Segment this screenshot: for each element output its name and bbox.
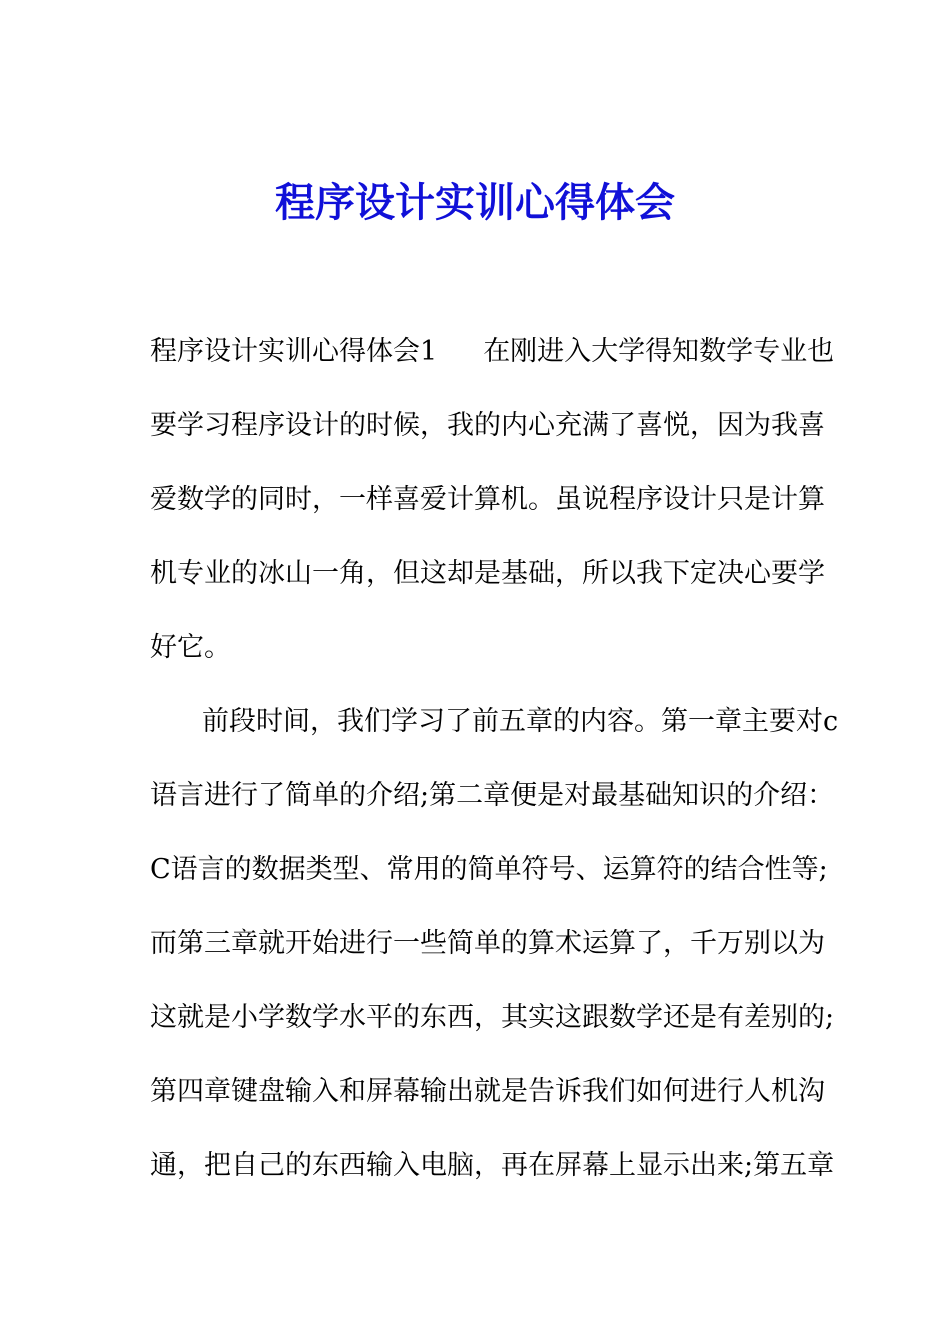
paragraph-line: 爱数学的同时，一样喜爱计算机。虽说程序设计只是计算 bbox=[150, 484, 825, 515]
paragraph-line: 通，把自己的东西输入电脑，再在屏幕上显示出来;第五章 bbox=[150, 1150, 835, 1181]
paragraph-line: 好它。 bbox=[150, 632, 231, 663]
paragraph-line bbox=[150, 334, 835, 370]
line-text: 在刚进入大学得知数学专业也 bbox=[483, 336, 835, 367]
paragraph-line: 机专业的冰山一角，但这却是基础，所以我下定决心要学 bbox=[150, 558, 825, 589]
paragraph-line: 这就是小学数学水平的东西，其实这跟数学还是有差别的; bbox=[150, 1002, 835, 1033]
paragraph-line bbox=[150, 704, 839, 740]
paragraph-line: 第四章键盘输入和屏幕输出就是告诉我们如何进行人机沟 bbox=[150, 1076, 825, 1107]
paragraph-line: 而第三章就开始进行一些简单的算术运算了，千万别以为 bbox=[150, 928, 825, 959]
document-title: 程序设计实训心得体会 bbox=[275, 179, 675, 226]
paragraph-line: C语言的数据类型、常用的简单符号、运算符的结合性等; bbox=[150, 854, 828, 885]
line-text: 前段时间，我们学习了前五章的内容。第一章主要对c bbox=[202, 706, 839, 737]
section-heading: 程序设计实训心得体会1 bbox=[150, 336, 438, 367]
paragraph-line: 要学习程序设计的时候，我的内心充满了喜悦，因为我喜 bbox=[150, 410, 825, 441]
paragraph-line: 语言进行了简单的介绍;第二章便是对最基础知识的介绍： bbox=[150, 780, 835, 811]
